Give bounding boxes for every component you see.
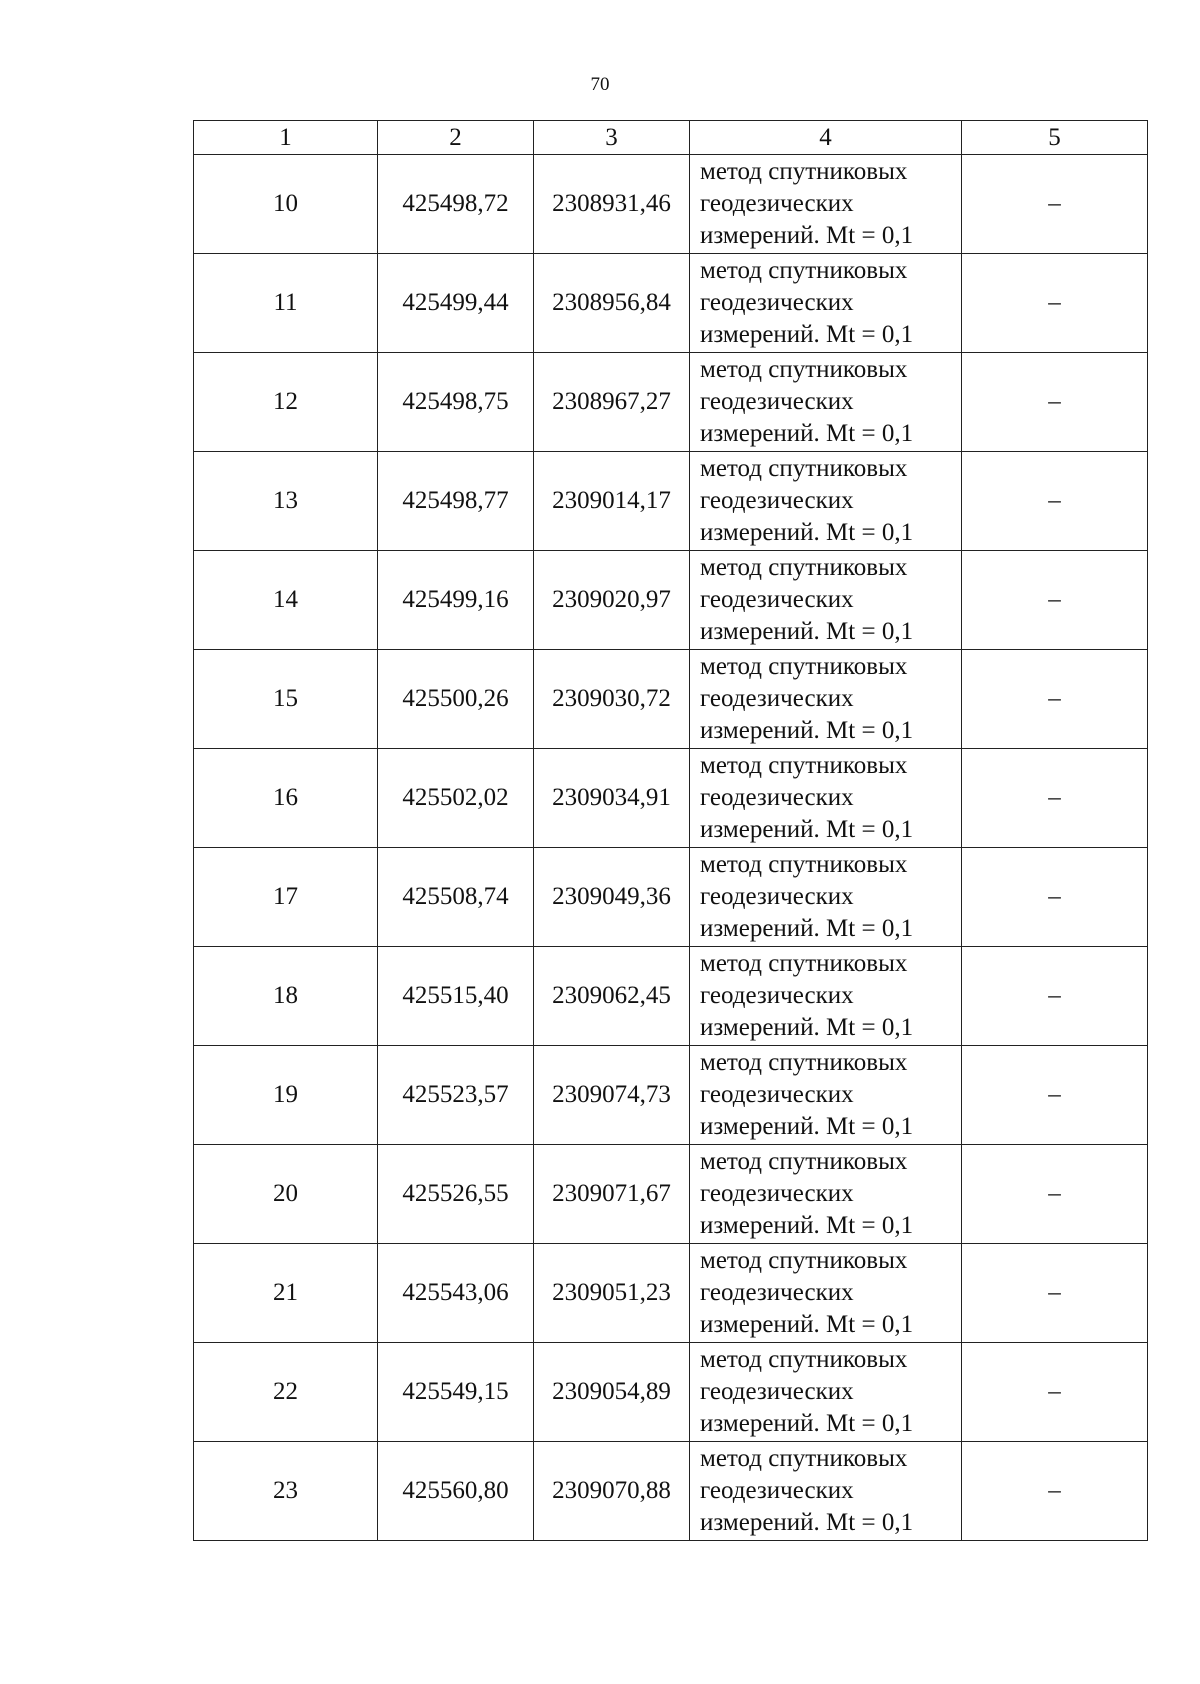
table-row — [194, 551, 1148, 650]
y-coordinate-cell: 2309049,36 — [534, 848, 690, 947]
method-line: измерений. Mt = 0,1 — [700, 1113, 914, 1140]
method-line: измерений. Mt = 0,1 — [700, 1410, 914, 1437]
y-coordinate-cell: 2309051,23 — [534, 1244, 690, 1343]
method-cell — [690, 749, 962, 848]
column-header-1: 1 — [194, 121, 378, 155]
y-coordinate-cell: 2308931,46 — [534, 155, 690, 254]
note-cell: – — [962, 254, 1148, 353]
method-line: измерений. Mt = 0,1 — [700, 816, 914, 843]
coordinates-table — [193, 120, 1148, 1541]
point-number-cell: 20 — [194, 1145, 378, 1244]
point-number-cell: 10 — [194, 155, 378, 254]
table-row — [194, 749, 1148, 848]
method-cell — [690, 848, 962, 947]
table-body — [194, 121, 1148, 1541]
method-cell — [690, 947, 962, 1046]
table-header-row — [194, 121, 1148, 155]
y-coordinate-cell: 2309062,45 — [534, 947, 690, 1046]
table-row — [194, 848, 1148, 947]
method-line: геодезических — [700, 982, 854, 1009]
note-cell: – — [962, 1244, 1148, 1343]
note-cell: – — [962, 1343, 1148, 1442]
column-header-2: 2 — [378, 121, 534, 155]
method-line: геодезических — [700, 1378, 854, 1405]
point-number-cell: 12 — [194, 353, 378, 452]
method-cell — [690, 155, 962, 254]
column-header-5: 5 — [962, 121, 1148, 155]
method-line: геодезических — [700, 289, 854, 316]
method-cell — [690, 254, 962, 353]
method-line: измерений. Mt = 0,1 — [700, 717, 914, 744]
y-coordinate-cell: 2309070,88 — [534, 1442, 690, 1541]
method-line: измерений. Mt = 0,1 — [700, 420, 914, 447]
point-number-cell: 14 — [194, 551, 378, 650]
note-cell: – — [962, 155, 1148, 254]
table-row — [194, 947, 1148, 1046]
x-coordinate-cell: 425498,75 — [378, 353, 534, 452]
method-cell — [690, 452, 962, 551]
method-line: метод спутниковых — [700, 554, 908, 581]
method-line: измерений. Mt = 0,1 — [700, 1311, 914, 1338]
page-number: 70 — [590, 74, 610, 95]
y-coordinate-cell: 2309071,67 — [534, 1145, 690, 1244]
method-line: геодезических — [700, 388, 854, 415]
method-line: метод спутниковых — [700, 1049, 908, 1076]
column-header-4: 4 — [690, 121, 962, 155]
y-coordinate-cell: 2309074,73 — [534, 1046, 690, 1145]
x-coordinate-cell: 425502,02 — [378, 749, 534, 848]
y-coordinate-cell: 2309014,17 — [534, 452, 690, 551]
method-line: метод спутниковых — [700, 1247, 908, 1274]
table-row — [194, 452, 1148, 551]
method-line: измерений. Mt = 0,1 — [700, 1212, 914, 1239]
point-number-cell: 11 — [194, 254, 378, 353]
method-line: геодезических — [700, 1180, 854, 1207]
method-line: метод спутниковых — [700, 1148, 908, 1175]
method-line: метод спутниковых — [700, 455, 908, 482]
point-number-cell: 16 — [194, 749, 378, 848]
point-number-cell: 23 — [194, 1442, 378, 1541]
x-coordinate-cell: 425499,44 — [378, 254, 534, 353]
method-line: геодезических — [700, 784, 854, 811]
x-coordinate-cell: 425498,77 — [378, 452, 534, 551]
x-coordinate-cell: 425523,57 — [378, 1046, 534, 1145]
note-cell: – — [962, 353, 1148, 452]
method-line: метод спутниковых — [700, 851, 908, 878]
method-cell — [690, 1244, 962, 1343]
method-cell — [690, 1145, 962, 1244]
method-cell — [690, 1343, 962, 1442]
method-line: метод спутниковых — [700, 653, 908, 680]
method-cell — [690, 1046, 962, 1145]
table-row — [194, 1046, 1148, 1145]
note-cell: – — [962, 749, 1148, 848]
y-coordinate-cell: 2309054,89 — [534, 1343, 690, 1442]
method-cell — [690, 1442, 962, 1541]
method-line: метод спутниковых — [700, 1346, 908, 1373]
method-line: измерений. Mt = 0,1 — [700, 1509, 914, 1536]
method-line: метод спутниковых — [700, 257, 908, 284]
point-number-cell: 21 — [194, 1244, 378, 1343]
point-number-cell: 19 — [194, 1046, 378, 1145]
method-line: измерений. Mt = 0,1 — [700, 519, 914, 546]
y-coordinate-cell: 2309030,72 — [534, 650, 690, 749]
y-coordinate-cell: 2308956,84 — [534, 254, 690, 353]
method-line: геодезических — [700, 1081, 854, 1108]
note-cell: – — [962, 1442, 1148, 1541]
method-line: измерений. Mt = 0,1 — [700, 321, 914, 348]
note-cell: – — [962, 1145, 1148, 1244]
x-coordinate-cell: 425560,80 — [378, 1442, 534, 1541]
note-cell: – — [962, 947, 1148, 1046]
table-row — [194, 650, 1148, 749]
table-row — [194, 1244, 1148, 1343]
x-coordinate-cell: 425543,06 — [378, 1244, 534, 1343]
point-number-cell: 15 — [194, 650, 378, 749]
method-line: метод спутниковых — [700, 1445, 908, 1472]
method-line: измерений. Mt = 0,1 — [700, 222, 914, 249]
y-coordinate-cell: 2309020,97 — [534, 551, 690, 650]
method-line: измерений. Mt = 0,1 — [700, 915, 914, 942]
x-coordinate-cell: 425526,55 — [378, 1145, 534, 1244]
point-number-cell: 17 — [194, 848, 378, 947]
point-number-cell: 22 — [194, 1343, 378, 1442]
method-cell — [690, 551, 962, 650]
method-line: геодезических — [700, 487, 854, 514]
x-coordinate-cell: 425500,26 — [378, 650, 534, 749]
method-line: метод спутниковых — [700, 356, 908, 383]
y-coordinate-cell: 2308967,27 — [534, 353, 690, 452]
table-row — [194, 254, 1148, 353]
method-line: метод спутниковых — [700, 950, 908, 977]
note-cell: – — [962, 452, 1148, 551]
column-header-3: 3 — [534, 121, 690, 155]
x-coordinate-cell: 425508,74 — [378, 848, 534, 947]
note-cell: – — [962, 551, 1148, 650]
method-line: геодезических — [700, 883, 854, 910]
table-row — [194, 1343, 1148, 1442]
method-cell — [690, 353, 962, 452]
table-row — [194, 1145, 1148, 1244]
table-row — [194, 1442, 1148, 1541]
method-line: метод спутниковых — [700, 752, 908, 779]
x-coordinate-cell: 425499,16 — [378, 551, 534, 650]
method-cell — [690, 650, 962, 749]
note-cell: – — [962, 848, 1148, 947]
point-number-cell: 18 — [194, 947, 378, 1046]
method-line: геодезических — [700, 190, 854, 217]
y-coordinate-cell: 2309034,91 — [534, 749, 690, 848]
method-line: измерений. Mt = 0,1 — [700, 618, 914, 645]
method-line: геодезических — [700, 1477, 854, 1504]
x-coordinate-cell: 425515,40 — [378, 947, 534, 1046]
table-row — [194, 353, 1148, 452]
method-line: метод спутниковых — [700, 158, 908, 185]
table-row — [194, 155, 1148, 254]
method-line: измерений. Mt = 0,1 — [700, 1014, 914, 1041]
x-coordinate-cell: 425498,72 — [378, 155, 534, 254]
note-cell: – — [962, 650, 1148, 749]
point-number-cell: 13 — [194, 452, 378, 551]
x-coordinate-cell: 425549,15 — [378, 1343, 534, 1442]
method-line: геодезических — [700, 685, 854, 712]
note-cell: – — [962, 1046, 1148, 1145]
method-line: геодезических — [700, 586, 854, 613]
method-line: геодезических — [700, 1279, 854, 1306]
